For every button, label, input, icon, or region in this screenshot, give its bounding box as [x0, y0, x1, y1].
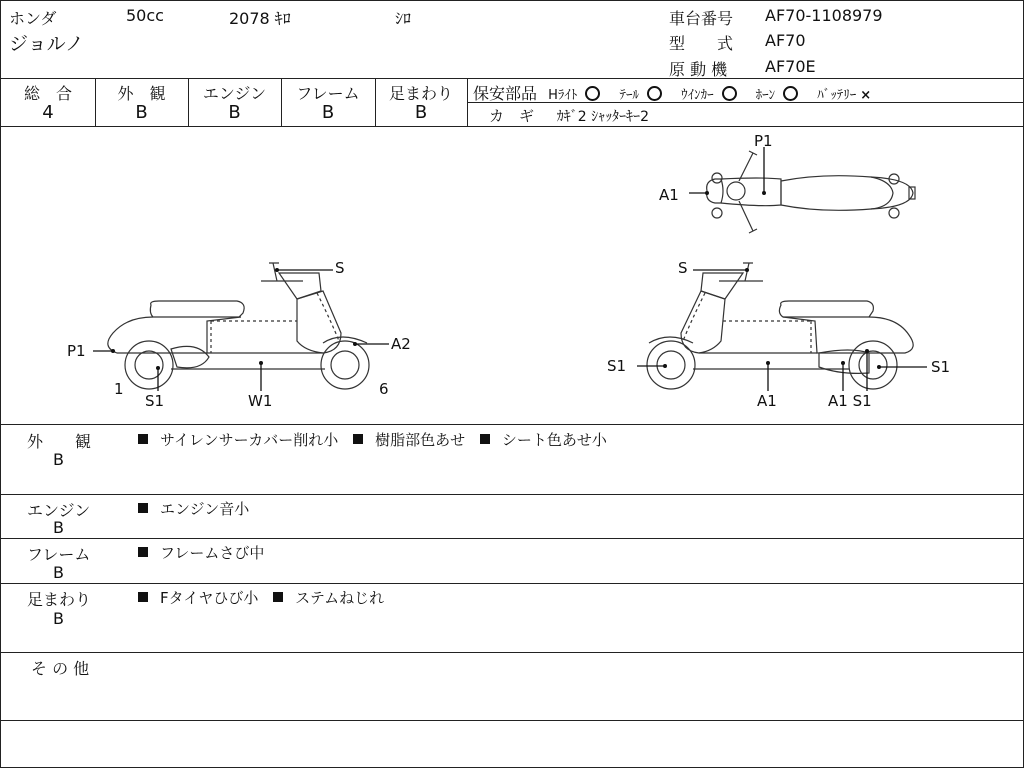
- safety-item-tail: ﾃｰﾙ: [619, 88, 662, 103]
- maker: ホンダ: [9, 9, 57, 28]
- note-suspension-grade: B: [53, 609, 64, 628]
- color: ｼﾛ: [395, 9, 412, 28]
- left-label-6: 6: [379, 380, 389, 398]
- note-item: 樹脂部色あせ: [375, 431, 466, 449]
- left-label-s1: S1: [145, 392, 165, 410]
- grade-suspension-label: 足まわり: [388, 84, 453, 103]
- engine-model-value: AF70E: [765, 57, 816, 76]
- grade-engine-value: B: [228, 102, 241, 123]
- model-name: ジョルノ: [9, 33, 84, 55]
- note-engine-label: エンジン: [27, 501, 91, 520]
- grade-overall-label: 総 合: [23, 84, 72, 103]
- note-frame-grade: B: [53, 563, 64, 582]
- top-label-p1: P1: [754, 132, 773, 150]
- note-item: エンジン音小: [160, 500, 250, 518]
- note-frame-items: [138, 542, 264, 563]
- safety-item-headlight: Hﾗｲﾄ: [548, 88, 600, 103]
- safety-item-battery: ﾊﾞｯﾃﾘｰ ×: [817, 88, 872, 103]
- grade-engine-label: エンジン: [202, 84, 267, 103]
- divider: [1, 538, 1023, 539]
- left-label-1: 1: [114, 380, 124, 398]
- right-label-s1-front: S1: [607, 357, 627, 375]
- left-label-a2: A2: [391, 335, 411, 353]
- bullet-square-icon: [138, 592, 148, 602]
- note-frame-label: フレーム: [27, 545, 91, 564]
- safety-item-winker: ｳｲﾝｶｰ: [681, 88, 737, 103]
- right-label-s1-rear: S1: [931, 358, 951, 376]
- bullet-square-icon: [480, 434, 490, 444]
- divider: [1, 494, 1023, 495]
- note-exterior-label: 外 観: [27, 432, 92, 451]
- left-label-w1: W1: [248, 392, 273, 410]
- displacement: 50cc: [126, 6, 164, 25]
- note-item: シート色あせ小: [501, 431, 607, 449]
- grade-exterior-label: 外 観: [117, 84, 166, 103]
- bullet-square-icon: [138, 547, 148, 557]
- ng-x-icon: ×: [860, 88, 872, 103]
- note-exterior-items: [138, 429, 607, 450]
- right-label-s: S: [678, 259, 688, 277]
- top-label-a1: A1: [659, 186, 679, 204]
- bullet-square-icon: [138, 434, 148, 444]
- bullet-square-icon: [353, 434, 363, 444]
- engine-model-label: 原 動 機: [669, 60, 728, 79]
- frame-no-label: 車台番号: [669, 9, 734, 28]
- bullet-square-icon: [138, 503, 148, 513]
- note-item: ステムねじれ: [295, 589, 385, 607]
- note-exterior-grade: B: [53, 450, 64, 469]
- note-engine-grade: B: [53, 518, 64, 537]
- note-suspension-items: [138, 587, 384, 608]
- divider: [1, 583, 1023, 584]
- grade-frame-value: B: [321, 102, 335, 123]
- left-label-p1: P1: [67, 342, 86, 360]
- key-value: ｶｷﾞ2 ｼｬｯﾀｰｷｰ2: [556, 109, 650, 125]
- safety-label: 保安部品: [473, 84, 538, 103]
- note-engine-items: [138, 498, 249, 519]
- right-label-a1: A1: [757, 392, 777, 410]
- safety-item-horn: ﾎｰﾝ: [756, 88, 799, 103]
- right-label-a1-s1: A1 S1: [828, 392, 872, 410]
- frame-no: AF70-1108979: [765, 6, 883, 25]
- note-item: フレームさび中: [160, 544, 265, 562]
- bullet-square-icon: [273, 592, 283, 602]
- divider: [1, 720, 1023, 721]
- note-item: サイレンサーカバー削れ小: [160, 431, 339, 449]
- scooter-right-view: [1, 1, 1024, 431]
- note-item: Fタイヤひび小: [160, 589, 259, 607]
- grade-overall-value: 4: [42, 102, 54, 123]
- type-label: 型 式: [669, 34, 734, 53]
- key-label: カ ギ: [489, 107, 535, 125]
- mileage: 2078 ｷﾛ: [229, 9, 291, 28]
- divider: [1, 652, 1023, 653]
- grade-exterior-value: B: [135, 102, 148, 123]
- grade-frame-label: フレーム: [296, 84, 360, 103]
- note-suspension-label: 足まわり: [27, 590, 92, 609]
- type-value: AF70: [765, 31, 806, 50]
- grade-suspension-value: B: [414, 102, 428, 123]
- note-other-label: そ の 他: [31, 659, 90, 678]
- left-label-s: S: [335, 259, 345, 277]
